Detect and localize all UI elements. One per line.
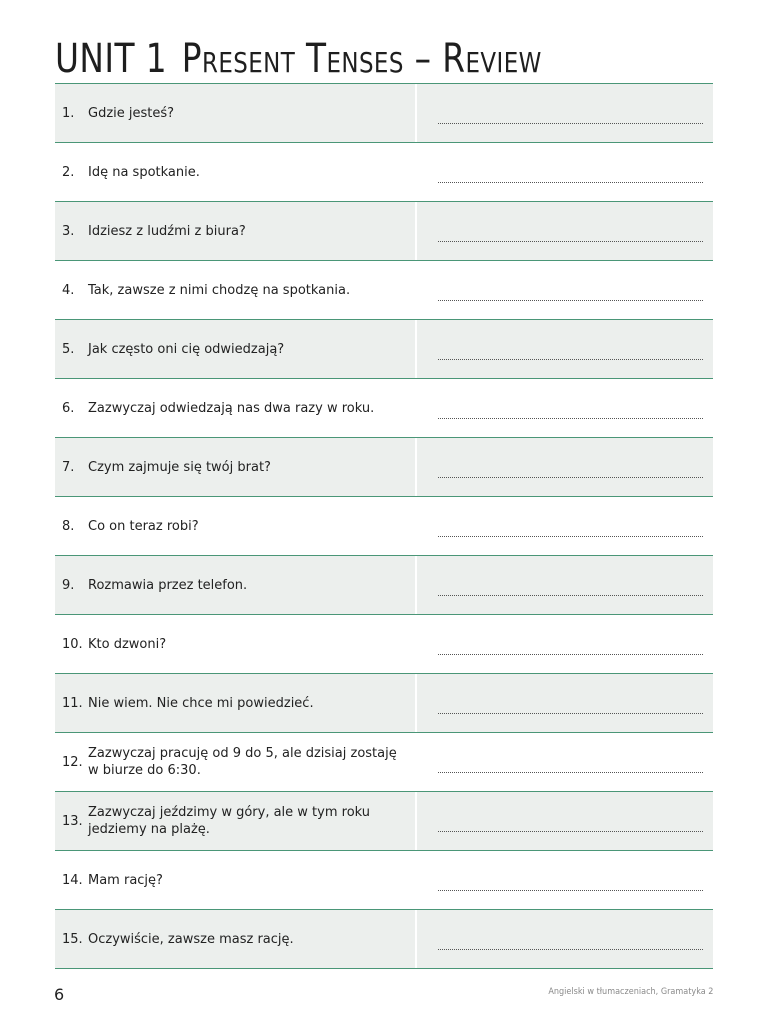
answer-line[interactable] xyxy=(438,949,703,950)
table-row xyxy=(55,320,713,379)
answer-line[interactable] xyxy=(438,182,703,183)
polish-sentence-cell xyxy=(55,556,417,614)
item-number: 15. xyxy=(62,931,83,947)
item-number: 14. xyxy=(62,872,83,888)
table-row xyxy=(55,143,713,202)
polish-sentence: Zazwyczaj jeździmy w góry, ale w tym roku jedziemy na plażę. xyxy=(88,805,371,837)
page-title xyxy=(55,34,542,84)
polish-sentence-cell xyxy=(55,674,417,732)
polish-sentence: Zazwyczaj pracuję od 9 do 5, ale dzisiaj zostaję w biurze do 6:30. xyxy=(88,746,397,778)
item-number: 13. xyxy=(62,813,83,829)
table-row xyxy=(55,438,713,497)
unit-label: UNIT 1 xyxy=(55,36,168,82)
translation-cell xyxy=(417,851,713,909)
polish-sentence-cell xyxy=(55,261,417,319)
answer-line[interactable] xyxy=(438,772,703,773)
answer-line[interactable] xyxy=(438,418,703,419)
item-number: 2. xyxy=(62,164,75,180)
answer-line[interactable] xyxy=(438,831,703,832)
answer-line[interactable] xyxy=(438,713,703,714)
table-row xyxy=(55,202,713,261)
polish-sentence: Co on teraz robi? xyxy=(88,518,199,534)
table-row xyxy=(55,556,713,615)
translation-cell xyxy=(417,792,713,850)
translation-cell xyxy=(417,615,713,673)
table-row xyxy=(55,792,713,851)
exercise-table xyxy=(55,83,713,969)
table-row xyxy=(55,379,713,438)
polish-sentence: Idziesz z ludźmi z biura? xyxy=(88,223,246,239)
item-number: 7. xyxy=(62,459,75,475)
polish-sentence: Nie wiem. Nie chce mi powiedzieć. xyxy=(88,695,314,711)
item-number: 5. xyxy=(62,341,75,357)
polish-sentence-cell xyxy=(55,84,417,142)
translation-cell xyxy=(417,733,713,791)
table-row xyxy=(55,851,713,910)
polish-sentence-cell xyxy=(55,910,417,968)
answer-line[interactable] xyxy=(438,359,703,360)
answer-line[interactable] xyxy=(438,123,703,124)
book-title-footer: Angielski w tłumaczeniach, Gramatyka 2 xyxy=(547,987,713,997)
item-number: 9. xyxy=(62,577,75,593)
answer-line[interactable] xyxy=(438,477,703,478)
item-number: 12. xyxy=(62,754,83,770)
polish-sentence-cell xyxy=(55,438,417,496)
polish-sentence: Oczywiście, zawsze masz rację. xyxy=(88,931,294,947)
polish-sentence-cell xyxy=(55,320,417,378)
polish-sentence: Jak często oni cię odwiedzają? xyxy=(88,341,285,357)
polish-sentence-cell xyxy=(55,615,417,673)
answer-line[interactable] xyxy=(438,300,703,301)
item-number: 10. xyxy=(62,636,83,652)
answer-line[interactable] xyxy=(438,241,703,242)
answer-line[interactable] xyxy=(438,654,703,655)
table-row xyxy=(55,674,713,733)
item-number: 6. xyxy=(62,400,75,416)
polish-sentence: Zazwyczaj odwiedzają nas dwa razy w roku. xyxy=(88,400,375,416)
polish-sentence-cell xyxy=(55,379,417,437)
unit-subtitle: Present Tenses – Review xyxy=(181,36,542,82)
translation-cell xyxy=(417,379,713,437)
item-number: 1. xyxy=(62,105,75,121)
page-number: 6 xyxy=(54,985,65,1004)
table-row xyxy=(55,910,713,969)
polish-sentence: Idę na spotkanie. xyxy=(88,164,200,180)
table-row xyxy=(55,497,713,556)
table-row xyxy=(55,261,713,320)
table-row xyxy=(55,84,713,143)
item-number: 11. xyxy=(62,695,83,711)
polish-sentence-cell xyxy=(55,851,417,909)
item-number: 8. xyxy=(62,518,75,534)
translation-cell xyxy=(417,497,713,555)
polish-sentence: Czym zajmuje się twój brat? xyxy=(88,459,271,475)
polish-sentence-cell xyxy=(55,497,417,555)
table-row xyxy=(55,733,713,792)
translation-cell xyxy=(417,202,713,260)
polish-sentence-cell xyxy=(55,733,417,791)
answer-line[interactable] xyxy=(438,536,703,537)
polish-sentence-cell xyxy=(55,202,417,260)
item-number: 4. xyxy=(62,282,75,298)
polish-sentence: Tak, zawsze z nimi chodzę na spotkania. xyxy=(88,282,351,298)
item-number: 3. xyxy=(62,223,75,239)
translation-cell xyxy=(417,674,713,732)
translation-cell xyxy=(417,320,713,378)
polish-sentence-cell xyxy=(55,143,417,201)
polish-sentence: Gdzie jesteś? xyxy=(88,105,175,121)
translation-cell xyxy=(417,143,713,201)
polish-sentence: Kto dzwoni? xyxy=(88,636,167,652)
translation-cell xyxy=(417,261,713,319)
answer-line[interactable] xyxy=(438,890,703,891)
polish-sentence: Rozmawia przez telefon. xyxy=(88,577,248,593)
translation-cell xyxy=(417,84,713,142)
translation-cell xyxy=(417,910,713,968)
polish-sentence-cell xyxy=(55,792,417,850)
translation-cell xyxy=(417,438,713,496)
polish-sentence: Mam rację? xyxy=(88,872,163,888)
translation-cell xyxy=(417,556,713,614)
table-row xyxy=(55,615,713,674)
answer-line[interactable] xyxy=(438,595,703,596)
